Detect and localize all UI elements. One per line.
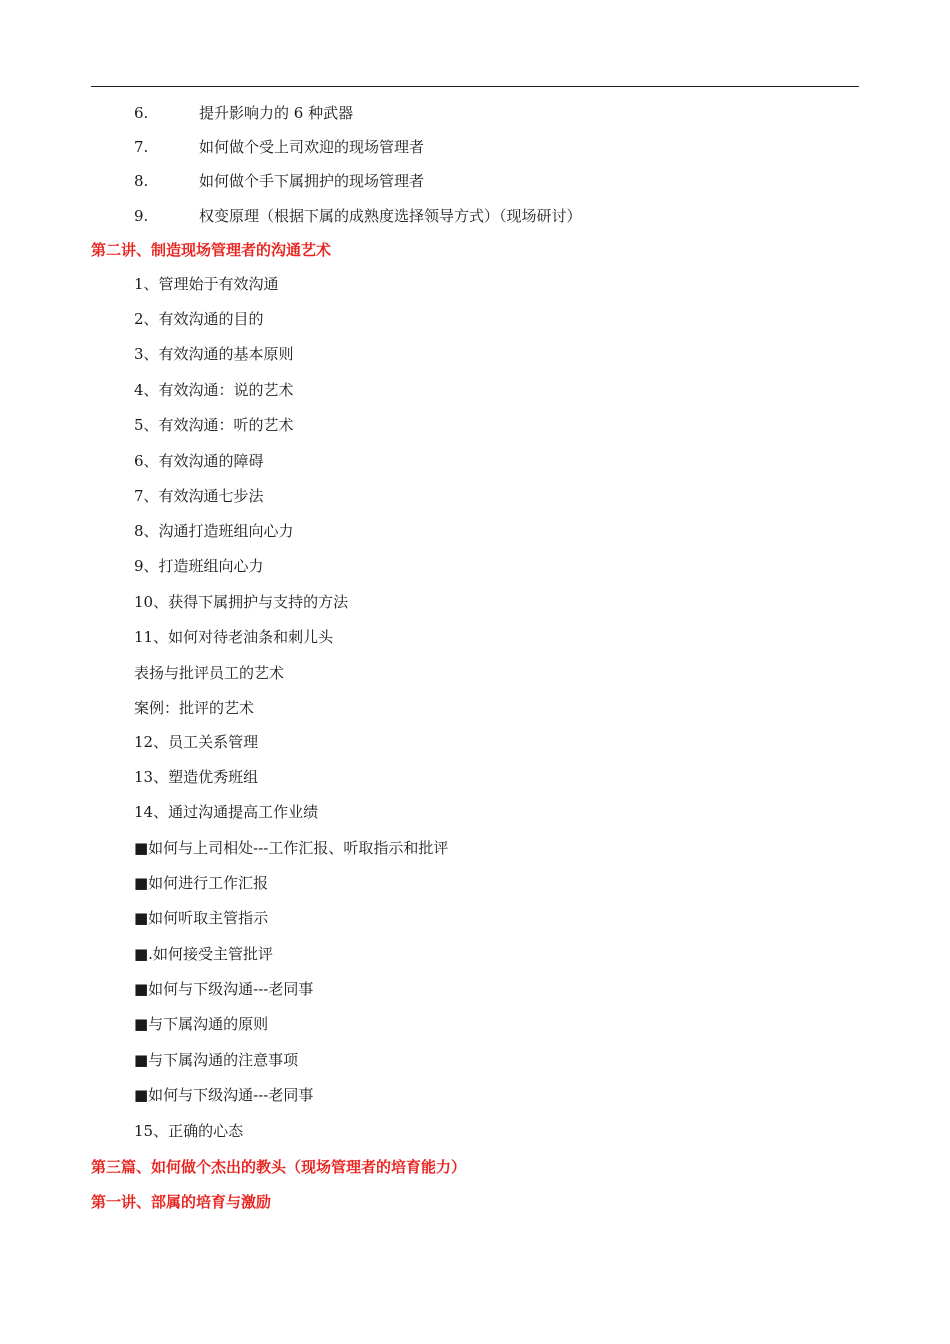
list-number: 9. — [134, 207, 149, 225]
outline-item: 4、有效沟通：说的艺术 — [134, 381, 294, 399]
list-number: 8. — [134, 172, 149, 190]
outline-item: 案例：批评的艺术 — [134, 699, 255, 717]
bullet-item: ■如何进行工作汇报 — [134, 874, 269, 892]
list-text: 权变原理（根据下属的成熟度选择领导方式）（现场研讨） — [199, 207, 582, 225]
outline-item: 5、有效沟通：听的艺术 — [134, 416, 294, 434]
outline-item: 15、正确的心态 — [134, 1122, 244, 1140]
outline-item: 9、打造班组向心力 — [134, 557, 264, 575]
section-heading: 第二讲、制造现场管理者的沟通艺术 — [91, 241, 332, 259]
list-text: 如何做个受上司欢迎的现场管理者 — [199, 138, 425, 156]
list-text: 提升影响力的 6 种武器 — [199, 104, 354, 122]
outline-item: 表扬与批评员工的艺术 — [134, 664, 285, 682]
bullet-item: ■如何与下级沟通---老同事 — [134, 980, 314, 998]
outline-item: 12、员工关系管理 — [134, 733, 259, 751]
bullet-item: ■与下属沟通的注意事项 — [134, 1051, 299, 1069]
outline-item: 6、有效沟通的障碍 — [134, 452, 264, 470]
outline-item: 7、有效沟通七步法 — [134, 487, 264, 505]
outline-item: 14、通过沟通提高工作业绩 — [134, 803, 319, 821]
outline-item: 11、如何对待老油条和刺儿头 — [134, 628, 334, 646]
outline-item: 3、有效沟通的基本原则 — [134, 345, 294, 363]
list-text: 如何做个手下属拥护的现场管理者 — [199, 172, 425, 190]
list-number: 6. — [134, 104, 149, 122]
bullet-item: ■如何听取主管指示 — [134, 909, 269, 927]
bullet-item: ■.如何接受主管批评 — [134, 945, 273, 963]
bullet-item: ■如何与下级沟通---老同事 — [134, 1086, 314, 1104]
header-rule — [91, 86, 859, 87]
outline-item: 8、沟通打造班组向心力 — [134, 522, 294, 540]
part-heading: 第三篇、如何做个杰出的教头（现场管理者的培育能力） — [91, 1158, 467, 1176]
list-number: 7. — [134, 138, 149, 156]
section-heading: 第一讲、部属的培育与激励 — [91, 1193, 272, 1211]
outline-item: 10、获得下属拥护与支持的方法 — [134, 593, 349, 611]
bullet-item: ■与下属沟通的原则 — [134, 1015, 269, 1033]
outline-item: 13、塑造优秀班组 — [134, 768, 259, 786]
bullet-item: ■如何与上司相处---工作汇报、听取指示和批评 — [134, 839, 449, 857]
outline-item: 1、管理始于有效沟通 — [134, 275, 279, 293]
outline-item: 2、有效沟通的目的 — [134, 310, 264, 328]
